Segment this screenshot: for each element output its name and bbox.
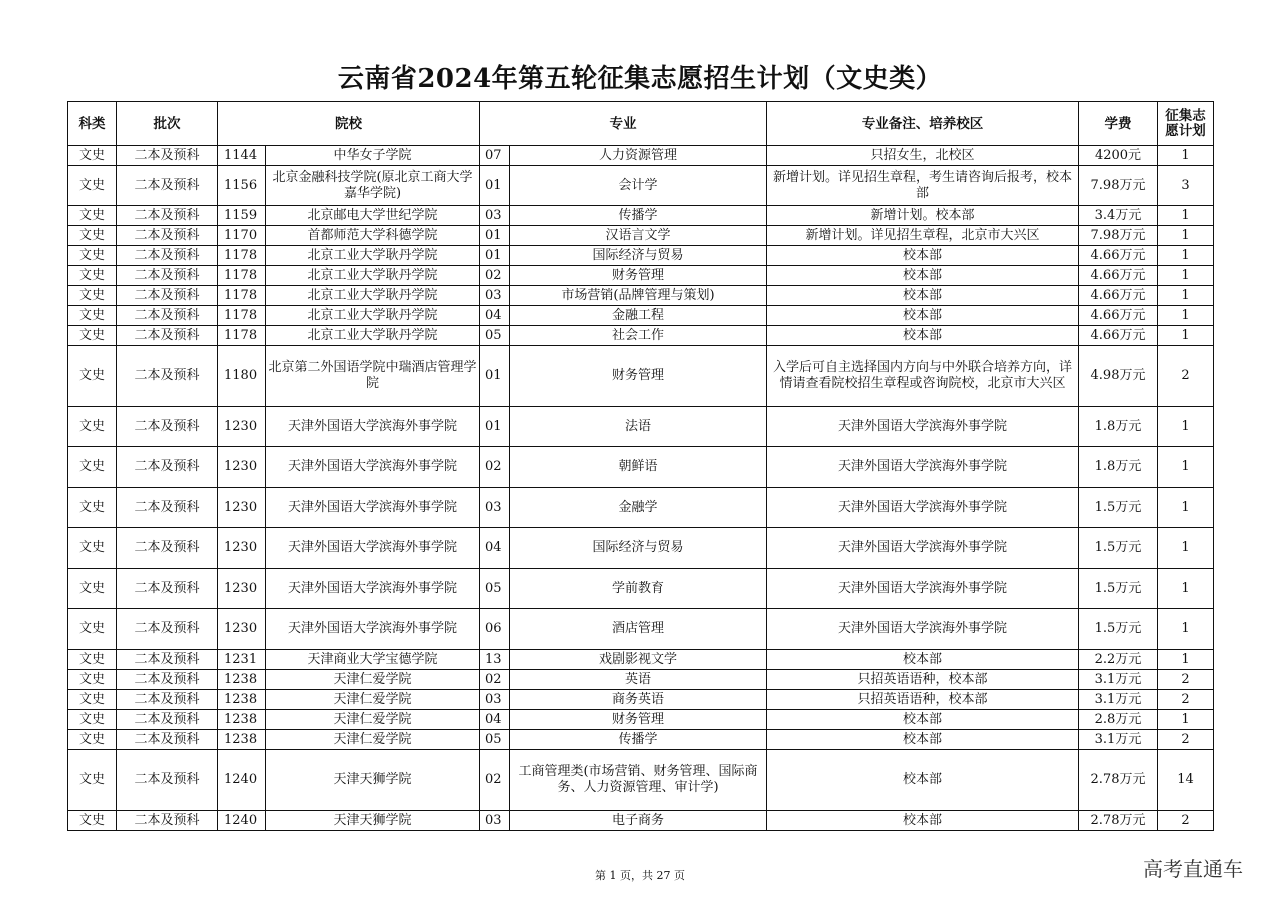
- cell-pici: 二本及预科: [117, 670, 218, 690]
- cell-plan-count: 14: [1158, 750, 1214, 811]
- cell-remarks: 校本部: [767, 286, 1079, 306]
- cell-kelei: 文史: [68, 569, 117, 609]
- cell-pici: 二本及预科: [117, 166, 218, 206]
- cell-plan-count: 1: [1158, 609, 1214, 650]
- cell-tuition: 4200元: [1079, 146, 1158, 166]
- cell-tuition: 7.98万元: [1079, 166, 1158, 206]
- cell-school-code: 1230: [218, 447, 266, 488]
- cell-pici: 二本及预科: [117, 206, 218, 226]
- header-remarks: 专业备注、培养校区: [767, 102, 1079, 146]
- cell-pici: 二本及预科: [117, 326, 218, 346]
- cell-plan-count: 1: [1158, 407, 1214, 447]
- cell-major-code: 13: [480, 650, 510, 670]
- header-zhuanye: 专业: [480, 102, 767, 146]
- cell-pici: 二本及预科: [117, 226, 218, 246]
- page-title: 云南省2024年第五轮征集志愿招生计划（文史类）: [337, 64, 943, 94]
- cell-major-name: 学前教育: [510, 569, 767, 609]
- cell-pici: 二本及预科: [117, 306, 218, 326]
- cell-school-name: 天津仁爱学院: [266, 670, 480, 690]
- cell-major-code: 03: [480, 811, 510, 831]
- cell-school-code: 1170: [218, 226, 266, 246]
- cell-tuition: 1.5万元: [1079, 528, 1158, 569]
- cell-major-name: 酒店管理: [510, 609, 767, 650]
- cell-plan-count: 1: [1158, 488, 1214, 528]
- cell-remarks: 天津外国语大学滨海外事学院: [767, 569, 1079, 609]
- cell-plan-count: 1: [1158, 650, 1214, 670]
- cell-pici: 二本及预科: [117, 286, 218, 306]
- cell-school-name: 北京工业大学耿丹学院: [266, 326, 480, 346]
- cell-plan-count: 1: [1158, 326, 1214, 346]
- cell-school-name: 天津外国语大学滨海外事学院: [266, 407, 480, 447]
- cell-tuition: 7.98万元: [1079, 226, 1158, 246]
- cell-school-name: 北京金融科技学院(原北京工商大学嘉华学院): [266, 166, 480, 206]
- cell-major-code: 03: [480, 690, 510, 710]
- cell-major-code: 02: [480, 750, 510, 811]
- cell-pici: 二本及预科: [117, 447, 218, 488]
- cell-pici: 二本及预科: [117, 811, 218, 831]
- cell-plan-count: 1: [1158, 569, 1214, 609]
- cell-pici: 二本及预科: [117, 266, 218, 286]
- cell-remarks: 天津外国语大学滨海外事学院: [767, 447, 1079, 488]
- cell-school-name: 天津外国语大学滨海外事学院: [266, 447, 480, 488]
- cell-school-code: 1230: [218, 569, 266, 609]
- cell-major-name: 法语: [510, 407, 767, 447]
- table-row: [68, 346, 1214, 407]
- cell-kelei: 文史: [68, 226, 117, 246]
- cell-plan-count: 2: [1158, 690, 1214, 710]
- cell-major-name: 市场营销(品牌管理与策划): [510, 286, 767, 306]
- cell-school-code: 1180: [218, 346, 266, 407]
- cell-school-code: 1178: [218, 246, 266, 266]
- cell-major-name: 传播学: [510, 206, 767, 226]
- cell-tuition: 3.1万元: [1079, 670, 1158, 690]
- cell-remarks: 新增计划。详见招生章程，北京市大兴区: [767, 226, 1079, 246]
- table-row: [68, 407, 1214, 447]
- cell-kelei: 文史: [68, 266, 117, 286]
- cell-school-name: 天津外国语大学滨海外事学院: [266, 569, 480, 609]
- cell-tuition: 4.66万元: [1079, 306, 1158, 326]
- cell-remarks: 校本部: [767, 710, 1079, 730]
- cell-remarks: 校本部: [767, 306, 1079, 326]
- watermark: 高考直通车: [1143, 857, 1243, 881]
- cell-school-name: 天津外国语大学滨海外事学院: [266, 488, 480, 528]
- cell-school-name: 天津仁爱学院: [266, 730, 480, 750]
- cell-major-code: 05: [480, 569, 510, 609]
- table-row: [68, 226, 1214, 246]
- cell-tuition: 3.1万元: [1079, 690, 1158, 710]
- cell-major-code: 04: [480, 710, 510, 730]
- table-row: [68, 146, 1214, 166]
- cell-major-code: 01: [480, 166, 510, 206]
- cell-school-code: 1159: [218, 206, 266, 226]
- cell-school-code: 1238: [218, 710, 266, 730]
- cell-school-code: 1231: [218, 650, 266, 670]
- cell-major-name: 汉语言文学: [510, 226, 767, 246]
- cell-school-code: 1230: [218, 528, 266, 569]
- cell-plan-count: 1: [1158, 146, 1214, 166]
- cell-major-code: 07: [480, 146, 510, 166]
- cell-tuition: 1.5万元: [1079, 488, 1158, 528]
- enrollment-plan-table: [67, 101, 1214, 831]
- cell-school-code: 1238: [218, 730, 266, 750]
- table-row: [68, 447, 1214, 488]
- cell-major-name: 会计学: [510, 166, 767, 206]
- cell-major-code: 04: [480, 306, 510, 326]
- cell-school-code: 1240: [218, 811, 266, 831]
- cell-school-code: 1178: [218, 326, 266, 346]
- cell-kelei: 文史: [68, 407, 117, 447]
- cell-school-code: 1178: [218, 266, 266, 286]
- cell-school-name: 北京工业大学耿丹学院: [266, 246, 480, 266]
- cell-kelei: 文史: [68, 146, 117, 166]
- cell-pici: 二本及预科: [117, 650, 218, 670]
- cell-major-name: 商务英语: [510, 690, 767, 710]
- cell-tuition: 2.8万元: [1079, 710, 1158, 730]
- cell-major-code: 01: [480, 346, 510, 407]
- cell-school-name: 北京邮电大学世纪学院: [266, 206, 480, 226]
- cell-kelei: 文史: [68, 811, 117, 831]
- cell-major-code: 02: [480, 266, 510, 286]
- cell-school-name: 天津仁爱学院: [266, 710, 480, 730]
- cell-major-code: 04: [480, 528, 510, 569]
- cell-kelei: 文史: [68, 206, 117, 226]
- cell-school-name: 首都师范大学科德学院: [266, 226, 480, 246]
- cell-major-name: 社会工作: [510, 326, 767, 346]
- cell-school-code: 1230: [218, 609, 266, 650]
- cell-tuition: 3.1万元: [1079, 730, 1158, 750]
- cell-remarks: 校本部: [767, 246, 1079, 266]
- page-footer: 第 1 页，共 27 页: [595, 869, 685, 882]
- cell-pici: 二本及预科: [117, 246, 218, 266]
- cell-tuition: 1.5万元: [1079, 569, 1158, 609]
- cell-kelei: 文史: [68, 730, 117, 750]
- cell-remarks: 天津外国语大学滨海外事学院: [767, 609, 1079, 650]
- cell-school-name: 中华女子学院: [266, 146, 480, 166]
- cell-kelei: 文史: [68, 750, 117, 811]
- cell-major-name: 戏剧影视文学: [510, 650, 767, 670]
- cell-school-code: 1230: [218, 488, 266, 528]
- cell-remarks: 只招英语语种，校本部: [767, 690, 1079, 710]
- cell-kelei: 文史: [68, 670, 117, 690]
- cell-pici: 二本及预科: [117, 690, 218, 710]
- cell-kelei: 文史: [68, 650, 117, 670]
- cell-remarks: 天津外国语大学滨海外事学院: [767, 407, 1079, 447]
- cell-pici: 二本及预科: [117, 730, 218, 750]
- cell-tuition: 1.8万元: [1079, 407, 1158, 447]
- cell-school-name: 天津外国语大学滨海外事学院: [266, 609, 480, 650]
- table-row: [68, 730, 1214, 750]
- cell-major-code: 01: [480, 407, 510, 447]
- table-row: [68, 811, 1214, 831]
- cell-plan-count: 2: [1158, 811, 1214, 831]
- table-row: [68, 166, 1214, 206]
- cell-major-code: 06: [480, 609, 510, 650]
- cell-major-code: 01: [480, 226, 510, 246]
- table-row: [68, 306, 1214, 326]
- cell-school-code: 1178: [218, 286, 266, 306]
- cell-tuition: 4.66万元: [1079, 266, 1158, 286]
- cell-pici: 二本及预科: [117, 146, 218, 166]
- table-row: [68, 750, 1214, 811]
- cell-major-code: 03: [480, 206, 510, 226]
- cell-school-name: 北京第二外国语学院中瑞酒店管理学院: [266, 346, 480, 407]
- cell-major-name: 工商管理类(市场营销、财务管理、国际商务、人力资源管理、审计学): [510, 750, 767, 811]
- cell-remarks: 天津外国语大学滨海外事学院: [767, 528, 1079, 569]
- cell-kelei: 文史: [68, 286, 117, 306]
- cell-pici: 二本及预科: [117, 569, 218, 609]
- cell-plan-count: 2: [1158, 730, 1214, 750]
- cell-pici: 二本及预科: [117, 346, 218, 407]
- cell-school-name: 北京工业大学耿丹学院: [266, 266, 480, 286]
- cell-plan-count: 1: [1158, 528, 1214, 569]
- cell-major-name: 国际经济与贸易: [510, 246, 767, 266]
- table-row: [68, 528, 1214, 569]
- cell-major-name: 金融学: [510, 488, 767, 528]
- cell-pici: 二本及预科: [117, 528, 218, 569]
- cell-tuition: 4.66万元: [1079, 246, 1158, 266]
- cell-school-name: 北京工业大学耿丹学院: [266, 306, 480, 326]
- cell-kelei: 文史: [68, 609, 117, 650]
- cell-plan-count: 1: [1158, 206, 1214, 226]
- cell-school-code: 1238: [218, 690, 266, 710]
- cell-school-code: 1144: [218, 146, 266, 166]
- cell-plan-count: 2: [1158, 346, 1214, 407]
- cell-remarks: 校本部: [767, 266, 1079, 286]
- table-row: [68, 246, 1214, 266]
- cell-major-name: 英语: [510, 670, 767, 690]
- table-row: [68, 609, 1214, 650]
- cell-plan-count: 1: [1158, 246, 1214, 266]
- cell-major-code: 03: [480, 286, 510, 306]
- cell-tuition: 1.8万元: [1079, 447, 1158, 488]
- cell-major-code: 05: [480, 326, 510, 346]
- cell-plan-count: 1: [1158, 447, 1214, 488]
- cell-major-name: 传播学: [510, 730, 767, 750]
- cell-school-code: 1240: [218, 750, 266, 811]
- cell-school-code: 1156: [218, 166, 266, 206]
- cell-plan-count: 3: [1158, 166, 1214, 206]
- cell-remarks: 校本部: [767, 811, 1079, 831]
- cell-plan-count: 1: [1158, 226, 1214, 246]
- cell-major-name: 电子商务: [510, 811, 767, 831]
- cell-major-name: 财务管理: [510, 266, 767, 286]
- table-row: [68, 710, 1214, 730]
- cell-remarks: 校本部: [767, 326, 1079, 346]
- table-row: [68, 569, 1214, 609]
- cell-pici: 二本及预科: [117, 407, 218, 447]
- table-row: [68, 206, 1214, 226]
- cell-plan-count: 1: [1158, 266, 1214, 286]
- cell-major-code: 02: [480, 447, 510, 488]
- cell-major-code: 03: [480, 488, 510, 528]
- cell-tuition: 2.78万元: [1079, 811, 1158, 831]
- table-body: [68, 146, 1214, 831]
- header-tuition: 学费: [1079, 102, 1158, 146]
- cell-major-code: 02: [480, 670, 510, 690]
- cell-remarks: 校本部: [767, 650, 1079, 670]
- cell-remarks: 校本部: [767, 750, 1079, 811]
- cell-tuition: 1.5万元: [1079, 609, 1158, 650]
- cell-plan-count: 1: [1158, 306, 1214, 326]
- cell-tuition: 4.66万元: [1079, 286, 1158, 306]
- cell-kelei: 文史: [68, 528, 117, 569]
- cell-remarks: 入学后可自主选择国内方向与中外联合培养方向，详情请查看院校招生章程或咨询院校，北京市大兴区: [767, 346, 1079, 407]
- cell-kelei: 文史: [68, 447, 117, 488]
- cell-tuition: 2.78万元: [1079, 750, 1158, 811]
- cell-remarks: 新增计划。校本部: [767, 206, 1079, 226]
- cell-major-name: 国际经济与贸易: [510, 528, 767, 569]
- cell-major-name: 朝鲜语: [510, 447, 767, 488]
- cell-school-name: 天津外国语大学滨海外事学院: [266, 528, 480, 569]
- cell-school-name: 天津仁爱学院: [266, 690, 480, 710]
- cell-kelei: 文史: [68, 326, 117, 346]
- cell-remarks: 校本部: [767, 730, 1079, 750]
- header-pici: 批次: [117, 102, 218, 146]
- table-row: [68, 488, 1214, 528]
- header-yuanxiao: 院校: [218, 102, 480, 146]
- cell-school-code: 1238: [218, 670, 266, 690]
- table-row: [68, 670, 1214, 690]
- cell-kelei: 文史: [68, 246, 117, 266]
- cell-tuition: 2.2万元: [1079, 650, 1158, 670]
- cell-kelei: 文史: [68, 346, 117, 407]
- cell-major-name: 财务管理: [510, 346, 767, 407]
- cell-kelei: 文史: [68, 166, 117, 206]
- cell-remarks: 新增计划。详见招生章程，考生请咨询后报考，校本部: [767, 166, 1079, 206]
- cell-pici: 二本及预科: [117, 609, 218, 650]
- cell-tuition: 3.4万元: [1079, 206, 1158, 226]
- cell-major-name: 金融工程: [510, 306, 767, 326]
- table-row: [68, 690, 1214, 710]
- cell-pici: 二本及预科: [117, 488, 218, 528]
- header-kelei: 科类: [68, 102, 117, 146]
- cell-major-name: 财务管理: [510, 710, 767, 730]
- cell-tuition: 4.98万元: [1079, 346, 1158, 407]
- cell-school-name: 天津天狮学院: [266, 811, 480, 831]
- cell-plan-count: 1: [1158, 710, 1214, 730]
- table-row: [68, 266, 1214, 286]
- cell-kelei: 文史: [68, 690, 117, 710]
- cell-tuition: 4.66万元: [1079, 326, 1158, 346]
- table-row: [68, 326, 1214, 346]
- cell-remarks: 天津外国语大学滨海外事学院: [767, 488, 1079, 528]
- header-plan: 征集志愿计划: [1158, 102, 1214, 146]
- cell-school-name: 天津天狮学院: [266, 750, 480, 811]
- cell-major-code: 05: [480, 730, 510, 750]
- cell-kelei: 文史: [68, 710, 117, 730]
- cell-pici: 二本及预科: [117, 710, 218, 730]
- cell-school-code: 1178: [218, 306, 266, 326]
- cell-school-name: 天津商业大学宝德学院: [266, 650, 480, 670]
- cell-kelei: 文史: [68, 488, 117, 528]
- cell-remarks: 只招女生，北校区: [767, 146, 1079, 166]
- cell-major-name: 人力资源管理: [510, 146, 767, 166]
- cell-remarks: 只招英语语种，校本部: [767, 670, 1079, 690]
- table-row: [68, 286, 1214, 306]
- cell-pici: 二本及预科: [117, 750, 218, 811]
- table-row: [68, 650, 1214, 670]
- cell-major-code: 01: [480, 246, 510, 266]
- cell-plan-count: 1: [1158, 286, 1214, 306]
- cell-school-name: 北京工业大学耿丹学院: [266, 286, 480, 306]
- cell-plan-count: 2: [1158, 670, 1214, 690]
- cell-kelei: 文史: [68, 306, 117, 326]
- table-header-row: [68, 102, 1214, 146]
- cell-school-code: 1230: [218, 407, 266, 447]
